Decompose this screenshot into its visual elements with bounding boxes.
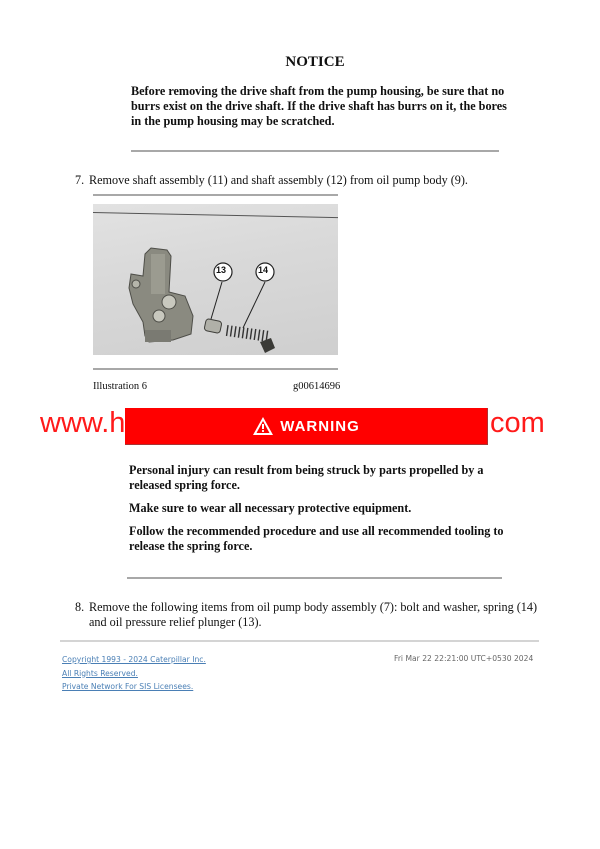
illustration-top-divider	[93, 194, 338, 196]
step-number: 7.	[75, 173, 85, 187]
warning-paragraph: Personal injury can result from being struck by parts propelled by a released spring force.	[129, 463, 484, 492]
step-text: Remove shaft assembly (11) and shaft assembly (12) from oil pump body (9).	[89, 173, 468, 187]
oil-pump-image	[93, 204, 338, 355]
notice-title: NOTICE	[285, 54, 345, 70]
illustration-bottom-divider	[93, 368, 338, 370]
warning-banner	[125, 408, 488, 445]
warning-body	[129, 463, 509, 562]
warning-paragraph: Follow the recommended procedure and use all recommended tooling to release the spring force.	[129, 524, 504, 553]
warning-divider	[127, 577, 502, 579]
footer-links	[62, 653, 206, 694]
callout-14: 14	[258, 265, 269, 275]
warning-label: WARNING	[280, 417, 360, 435]
footer-divider	[60, 640, 539, 642]
warning-triangle-icon	[252, 416, 274, 436]
illustration-graphic-id: g00614696	[293, 381, 341, 392]
watermark-left: www.h	[40, 407, 126, 439]
rights-reserved-link[interactable]: All Rights Reserved.	[62, 668, 138, 678]
step-8	[75, 600, 555, 632]
copyright-link[interactable]: Copyright 1993 - 2024 Caterpillar Inc.	[62, 655, 206, 664]
step-number: 8.	[75, 600, 85, 614]
step-7	[75, 173, 535, 189]
callout-13: 13	[216, 265, 227, 275]
notice-divider	[131, 150, 499, 152]
watermark-right: com	[490, 407, 545, 439]
warning-paragraph: Make sure to wear all necessary protective equipment.	[129, 501, 412, 515]
illustration-label: Illustration 6	[93, 381, 147, 392]
step-text-line-2: and oil pressure relief plunger (13).	[89, 615, 262, 629]
print-timestamp: Fri Mar 22 22:21:00 UTC+0530 2024	[394, 654, 534, 663]
private-network-link[interactable]: Private Network For SIS Licensees.	[62, 682, 194, 691]
illustration-photo	[93, 204, 338, 355]
step-text-line-1: Remove the following items from oil pump body assembly (7): bolt and washer, spring (14)	[89, 600, 538, 614]
notice-body: Before removing the drive shaft from the pump housing, be sure that no burrs exist on the drive shaft. If the drive shaft has burrs on it, the bores in the pump housing may be scratched.	[131, 84, 507, 128]
